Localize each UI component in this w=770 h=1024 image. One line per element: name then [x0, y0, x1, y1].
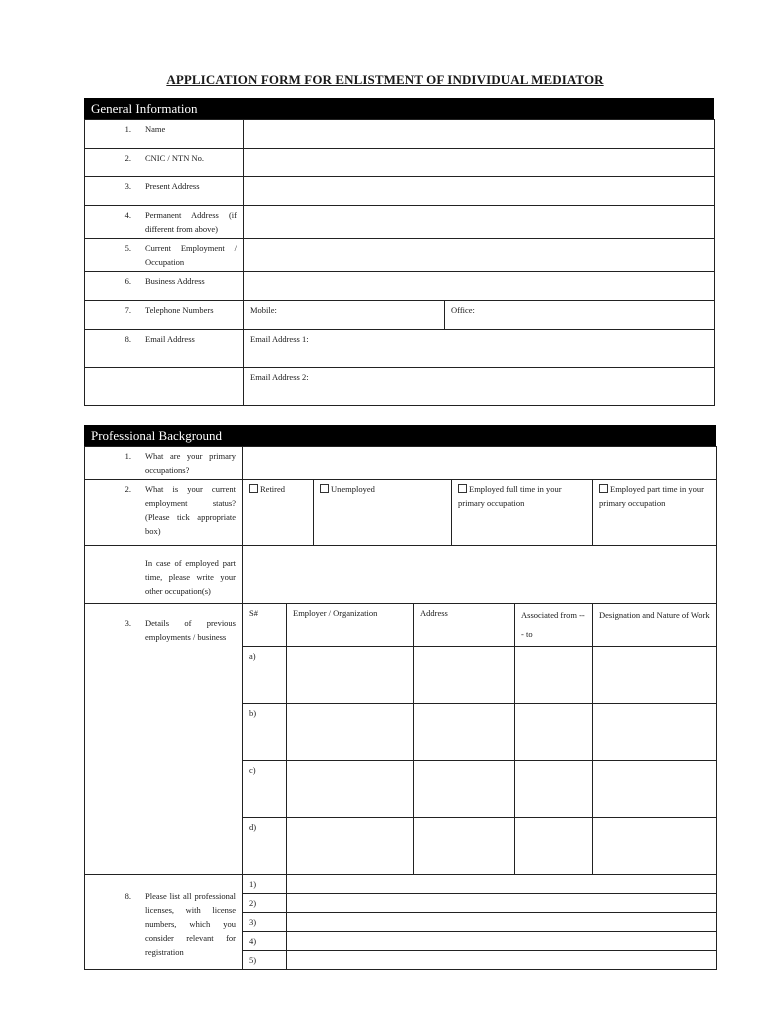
emp-row-a-associated[interactable]	[515, 647, 593, 704]
license-row-5-field[interactable]	[287, 951, 717, 970]
emp-row-a-serial: a)	[243, 647, 287, 704]
email-label-cell: 8. Email Address	[85, 330, 244, 368]
cnic-field[interactable]	[244, 149, 715, 177]
fulltime-checkbox[interactable]	[458, 484, 467, 493]
emp-row-c-employer[interactable]	[287, 761, 414, 818]
license-row-5-num: 5)	[243, 951, 287, 970]
status-unemployed-option[interactable]	[314, 480, 452, 546]
emp-row-b-associated[interactable]	[515, 704, 593, 761]
name-field[interactable]	[244, 120, 715, 149]
permanent-address-label-cell: 4. Permanent Address (if different from above)	[85, 206, 244, 239]
emp-row-a-designation[interactable]	[593, 647, 717, 704]
business-address-label-cell: 6. Business Address	[85, 272, 244, 301]
current-employment-field[interactable]	[244, 239, 715, 272]
office-label: Office:	[451, 305, 475, 315]
col-serial-header: S#	[243, 604, 287, 647]
telephone-label-cell: 7. Telephone Numbers	[85, 301, 244, 330]
status-parttime-option[interactable]	[593, 480, 717, 546]
employment-status-label-cell: 2. What is your current employment status? (Please tick appropriate box)	[85, 480, 243, 546]
emp-row-b-address[interactable]	[414, 704, 515, 761]
general-information-header: General Information	[84, 98, 714, 119]
unemployed-checkbox[interactable]	[320, 484, 329, 493]
emp-row-b-designation[interactable]	[593, 704, 717, 761]
emp-row-d-associated[interactable]	[515, 818, 593, 875]
emp-row-c-address[interactable]	[414, 761, 515, 818]
current-employment-label-cell: 5. Current Employment / Occupation	[85, 239, 244, 272]
primary-occupations-label-cell: 1. What are your primary occupations?	[85, 447, 243, 480]
fulltime-label: Employed full time in your primary occupation	[458, 484, 562, 508]
primary-occupations-field[interactable]	[243, 447, 717, 480]
professional-background-table	[84, 446, 717, 970]
email-label-cell-continued	[85, 368, 244, 406]
col-designation-header: Designation and Nature of Work	[593, 604, 717, 647]
license-row-3-num: 3)	[243, 913, 287, 932]
emp-row-b-serial: b)	[243, 704, 287, 761]
emp-row-c-associated[interactable]	[515, 761, 593, 818]
email-2-field[interactable]	[244, 368, 715, 406]
emp-row-d-serial: d)	[243, 818, 287, 875]
page-title: APPLICATION FORM FOR ENLISTMENT OF INDIVIDUAL MEDIATOR	[166, 72, 604, 87]
present-address-field[interactable]	[244, 177, 715, 206]
email-2-label: Email Address 2:	[250, 372, 309, 382]
emp-row-c-serial: c)	[243, 761, 287, 818]
emp-row-d-designation[interactable]	[593, 818, 717, 875]
business-address-field[interactable]	[244, 272, 715, 301]
licenses-label-cell: 8. Please list all professional licenses, with license numbers, which you consider relevant for registration	[85, 875, 243, 970]
col-associated-header: Associated from --- to	[515, 604, 593, 647]
license-row-1-num: 1)	[243, 875, 287, 894]
parttime-checkbox[interactable]	[599, 484, 608, 493]
permanent-address-field[interactable]	[244, 206, 715, 239]
mobile-label: Mobile:	[250, 305, 277, 315]
mobile-field[interactable]	[244, 301, 445, 330]
professional-background-header: Professional Background	[84, 425, 716, 446]
col-employer-header: Employer / Organization	[287, 604, 414, 647]
email-1-label: Email Address 1:	[250, 334, 309, 344]
present-address-label-cell: 3. Present Address	[85, 177, 244, 206]
name-label-cell: 1. Name	[85, 120, 244, 149]
other-occupations-field[interactable]	[243, 546, 717, 604]
emp-row-d-address[interactable]	[414, 818, 515, 875]
col-address-header: Address	[414, 604, 515, 647]
license-row-1-field[interactable]	[287, 875, 717, 894]
license-row-4-field[interactable]	[287, 932, 717, 951]
emp-row-d-employer[interactable]	[287, 818, 414, 875]
retired-label: Retired	[260, 484, 286, 494]
emp-row-a-address[interactable]	[414, 647, 515, 704]
emp-row-b-employer[interactable]	[287, 704, 414, 761]
status-fulltime-option[interactable]	[452, 480, 593, 546]
unemployed-label: Unemployed	[331, 484, 375, 494]
other-occupations-label-cell: In case of employed part time, please write your other occupation(s)	[85, 546, 243, 604]
office-field[interactable]	[445, 301, 715, 330]
emp-row-a-employer[interactable]	[287, 647, 414, 704]
retired-checkbox[interactable]	[249, 484, 258, 493]
license-row-2-num: 2)	[243, 894, 287, 913]
parttime-label: Employed part time in your primary occupation	[599, 484, 704, 508]
cnic-label-cell: 2. CNIC / NTN No.	[85, 149, 244, 177]
general-information-table	[84, 119, 715, 406]
status-retired-option[interactable]	[243, 480, 314, 546]
previous-employments-label-cell: 3. Details of previous employments / business	[85, 604, 243, 875]
emp-row-c-designation[interactable]	[593, 761, 717, 818]
email-1-field[interactable]	[244, 330, 715, 368]
license-row-2-field[interactable]	[287, 894, 717, 913]
license-row-3-field[interactable]	[287, 913, 717, 932]
license-row-4-num: 4)	[243, 932, 287, 951]
